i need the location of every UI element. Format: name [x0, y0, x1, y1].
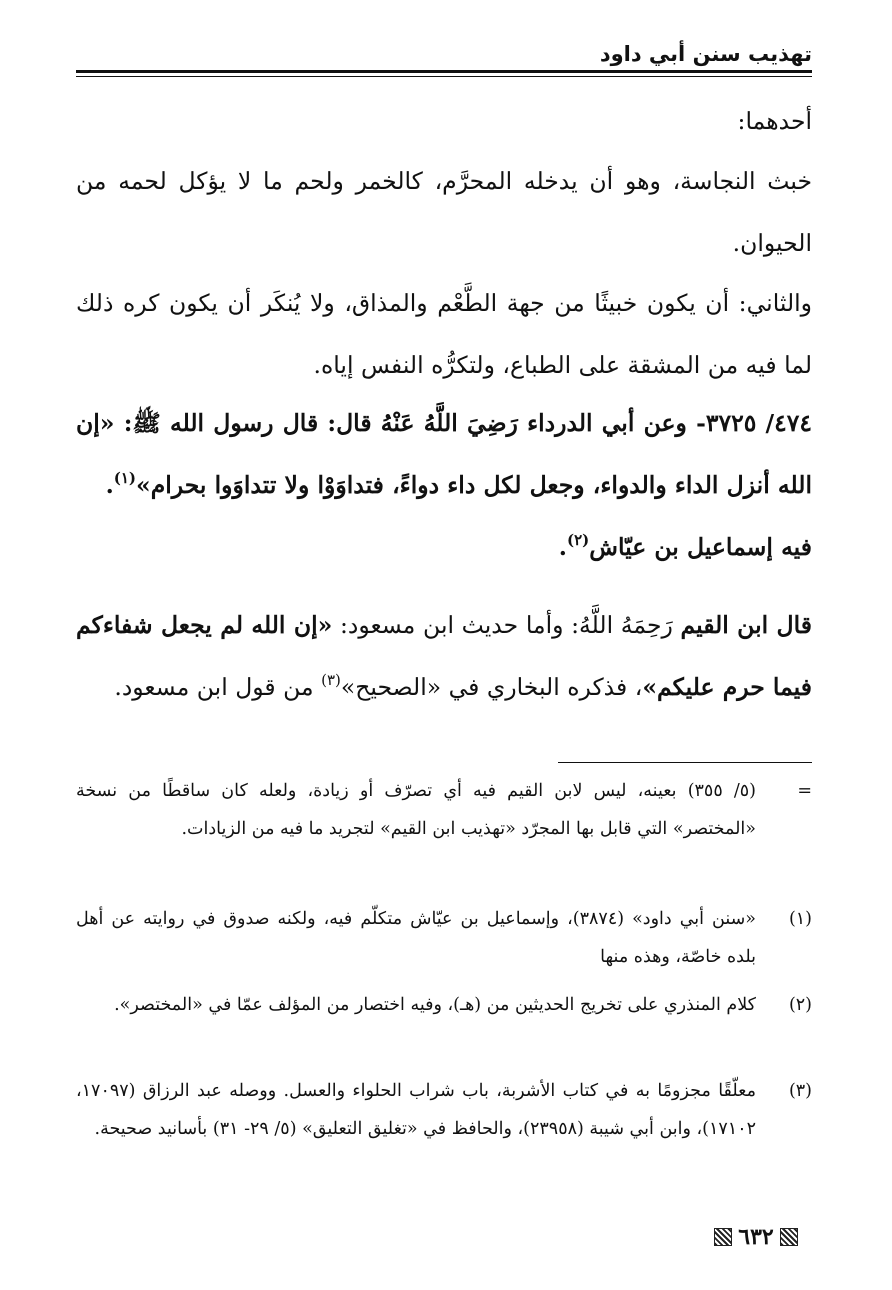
hadith-end: . — [105, 471, 114, 499]
ibn-qayyim-name: قال ابن القيم — [680, 611, 812, 639]
ornament-left-icon — [714, 1228, 732, 1246]
footnote-2 — [76, 986, 812, 1024]
narrator-note-end: . — [558, 533, 567, 561]
footnote-separator — [558, 762, 812, 763]
paragraph-second-type: والثاني: أن يكون خبيثًا من جهة الطَّعْم والمذاق، ولا يُنكَر أن يكون كره ذلك لما فيه من المشقة على الطباع، ولتكرُّه النفس إياه. — [76, 289, 812, 379]
honorific: رَحِمَهُ اللَّهُ: — [563, 611, 681, 639]
hadith-text: ٤٧٤/ ٣٧٢٥- وعن أبي الدرداء رَضِيَ اللَّهُ عَنْهُ قال: قال رسول الله ﷺ: «إن الله أنزل الداء والدواء، وجعل لكل داء دواءً، فتداوَوْا ولا تتداوَوا بحرام» — [76, 409, 813, 499]
footnote-marker: (٣) — [788, 1081, 812, 1101]
footnote-marker: (٢) — [788, 995, 812, 1015]
narrator-note — [76, 516, 812, 578]
header-rule-thin — [76, 76, 812, 77]
footnote-ref-2[interactable]: (٢) — [566, 531, 590, 549]
footnote-continued — [76, 772, 812, 848]
footnote-1 — [76, 900, 812, 976]
footnote-ref-3[interactable]: (٣) — [321, 671, 341, 689]
ibn-qayyim-paragraph — [76, 594, 812, 718]
ornament-right-icon — [780, 1228, 798, 1246]
paragraph-ahaduhuma: أحدهما: — [737, 107, 812, 135]
footnote-marker: (١) — [788, 909, 812, 929]
narrator-note-text: فيه إسماعيل بن عيّاش — [589, 533, 812, 561]
page-number: ٦٣٢ — [738, 1224, 774, 1250]
running-header-title: تهذيب سنن أبي داود — [599, 42, 812, 66]
ibn-masud-intro: وأما حديث ابن مسعود: — [332, 611, 564, 639]
footnote-text: معلّقًا مجزومًا به في كتاب الأشربة، باب شراب الحلواء والعسل. ووصله عبد الرزاق (١٧٠٩٧، ١٧١٠٢)، وابن أبي شيبة (٢٣٩٥٨)، والحافظ في «تغليق التعليق» (٥/ ٢٩- ٣١) بأسانيد صحيحة. — [76, 1081, 756, 1139]
header-rule-thick — [76, 70, 812, 73]
footnote-text: (٥/ ٣٥٥) بعينه، ليس لابن القيم فيه أي تصرّف أو زيادة، ولعله كان ساقطًا من نسخة «المختصر» التي قابل بها المجرّد «تهذيب ابن القيم» لتجريد ما فيه من الزيادات. — [76, 781, 756, 839]
footnote-ref-1[interactable]: (١) — [113, 469, 137, 487]
footnote-3 — [76, 1072, 812, 1148]
footnote-marker: = — [797, 781, 812, 801]
ibn-masud-end: من قول ابن مسعود. — [114, 673, 322, 701]
bukhari-mention: ، فذكره البخاري في «الصحيح» — [340, 673, 643, 701]
paragraph-impurity: خبث النجاسة، وهو أن يدخله المحرَّم، كالخمر ولحم ما لا يؤكل لحمه من الحيوان. — [76, 167, 812, 257]
footnote-text: كلام المنذري على تخريج الحديثين من (هـ)، وفيه اختصار من المؤلف عمّا في «المختصر». — [114, 995, 756, 1015]
footnote-text: «سنن أبي داود» (٣٨٧٤)، وإسماعيل بن عيّاش متكلّم فيه، ولكنه صدوق في روايته عن أهل بلده خاصّة، وهذه منها — [76, 909, 756, 967]
page-footer — [700, 1222, 812, 1252]
hadith-paragraph — [76, 392, 812, 516]
ibn-masud-quote: «إن الله لم يجعل شفاءكم فيما حرم عليكم» — [76, 611, 812, 701]
